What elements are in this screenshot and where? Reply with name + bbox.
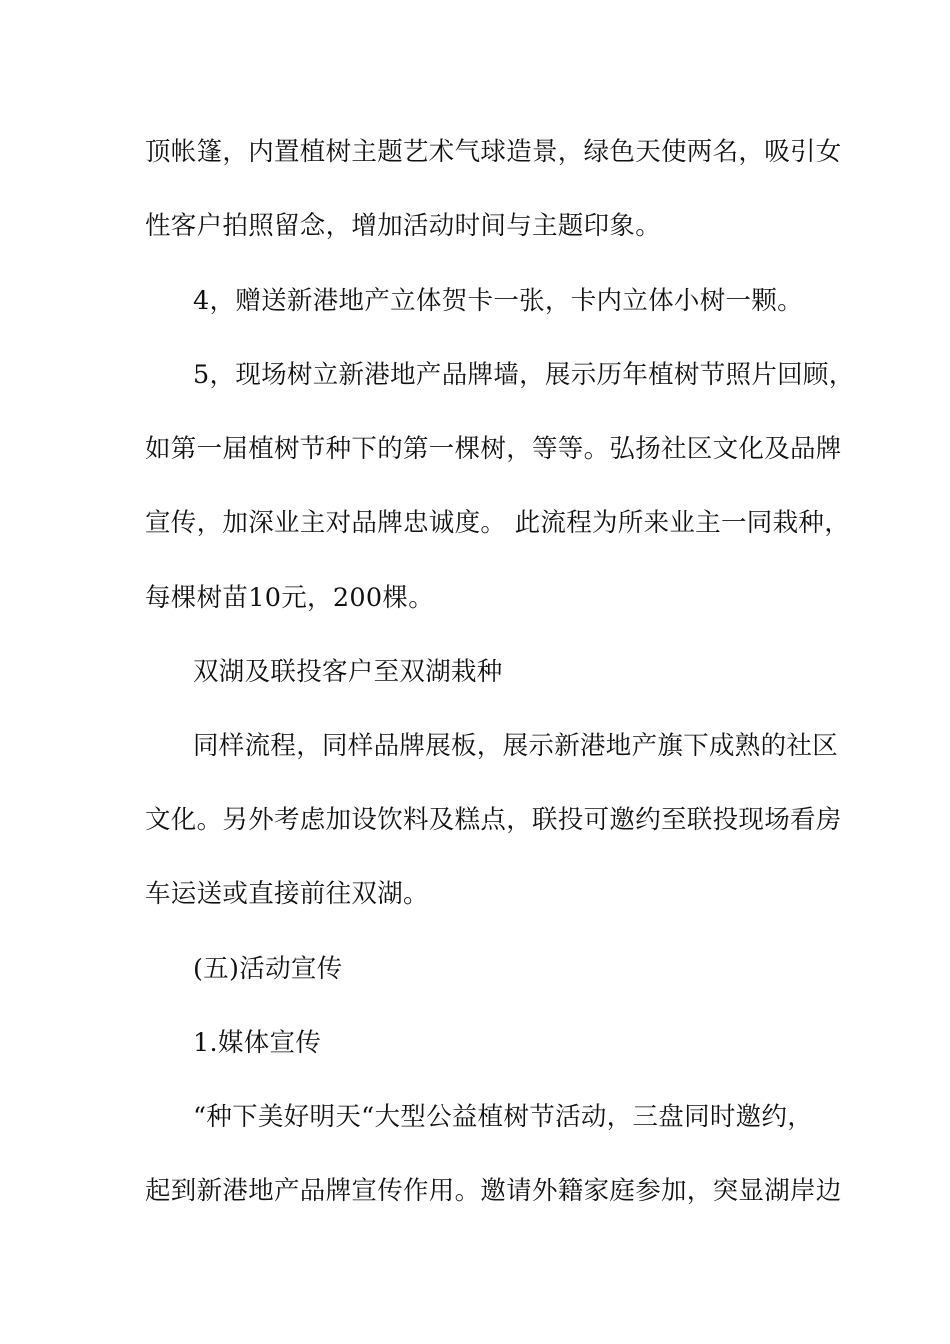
paragraph-line: 宣传，加深业主对品牌忠诚度。 此流程为所来业主一同栽种， [145, 508, 851, 538]
paragraph-line: “种下美好明天“大型公益植树节活动，三盘同时邀约， [193, 1102, 814, 1132]
paragraph-line: 顶帐篷，内置植树主题艺术气球造景，绿色天使两名，吸引女 [145, 137, 842, 167]
subsection-heading: 1.媒体宣传 [193, 1028, 322, 1058]
paragraph-line: 起到新港地产品牌宣传作用。邀请外籍家庭参加，突显湖岸边 [145, 1176, 842, 1206]
paragraph-line: 如第一届植树节种下的第一棵树，等等。弘扬社区文化及品牌 [145, 434, 842, 464]
section-heading: (五)活动宣传 [193, 954, 343, 984]
paragraph-line: 车运送或直接前往双湖。 [145, 879, 429, 909]
paragraph-line: 文化。另外考虑加设饮料及糕点，联投可邀约至联投现场看房 [145, 805, 842, 835]
paragraph-line: 同样流程，同样品牌展板，展示新港地产旗下成熟的社区 [193, 731, 839, 761]
list-item-5: 5，现场树立新港地产品牌墙，展示历年植树节照片回顾， [193, 360, 855, 390]
paragraph-line: 每棵树苗10元，200棵。 [145, 583, 435, 613]
subheading: 双湖及联投客户至双湖栽种 [193, 657, 503, 687]
list-item-4: 4，赠送新港地产立体贺卡一张，卡内立体小树一颗。 [193, 286, 803, 316]
paragraph-line: 性客户拍照留念，增加活动时间与主题印象。 [145, 211, 662, 241]
